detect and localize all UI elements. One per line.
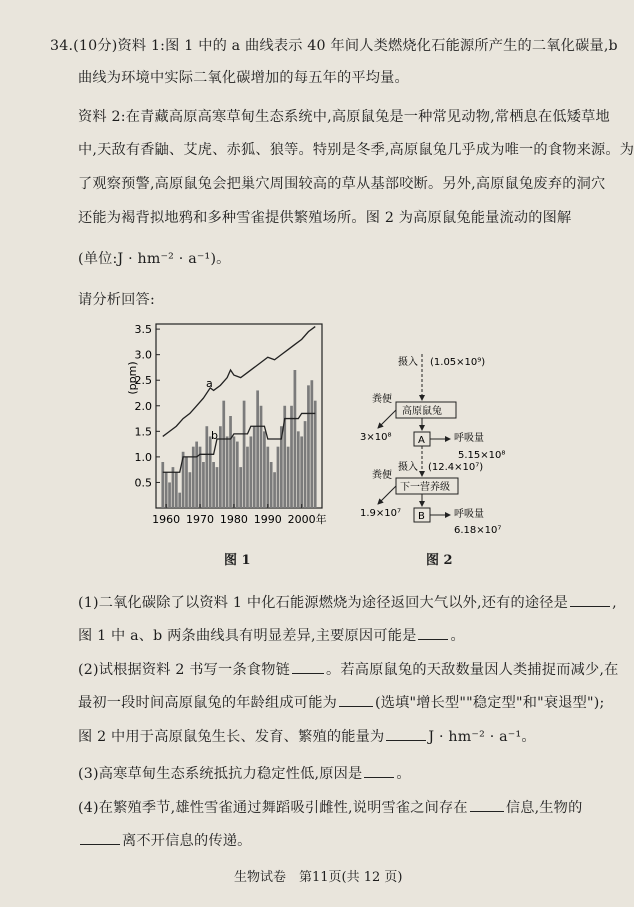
answer-blank-1[interactable] [570, 592, 610, 607]
sub-question-2b [78, 692, 604, 713]
co2-bar [233, 436, 236, 508]
y-tick-label: 2.0 [134, 399, 152, 413]
y-tick-label: 1.5 [134, 425, 152, 439]
sub-question-2a [78, 659, 618, 680]
box-b-label: B [418, 511, 425, 522]
co2-bar [178, 493, 181, 508]
co2-bar [195, 442, 198, 508]
box-a-label: A [418, 435, 425, 446]
co2-bar [277, 447, 280, 508]
co2-bar [287, 447, 290, 508]
answer-blank-4[interactable] [339, 692, 373, 707]
sub2b-text2: (选填"增长型""稳定型"和"衰退型"); [374, 695, 605, 711]
co2-bar [168, 482, 171, 508]
sub-question-4b [78, 830, 252, 851]
co2-bar [253, 426, 256, 508]
co2-bar [246, 447, 249, 508]
co2-bar [263, 431, 266, 508]
answer-blank-6[interactable] [364, 763, 394, 778]
material2-line3: 了观察预警,高原鼠兔会把巢穴周围较高的草从基部咬断。另外,高原鼠兔废弃的洞穴 [78, 176, 606, 192]
co2-bar [294, 370, 297, 508]
figure-2-diagram [350, 352, 520, 537]
co2-bar [192, 447, 195, 508]
co2-bar [199, 447, 202, 508]
sub-question-4a [78, 797, 582, 818]
y-tick-label: 0.5 [134, 476, 152, 490]
co2-bar [304, 421, 307, 508]
y-axis-label: (ppm) [126, 361, 139, 395]
answer-blank-3[interactable] [292, 659, 324, 674]
co2-bar [297, 431, 300, 508]
sub4b-text: 离不开信息的传递。 [122, 833, 252, 849]
co2-bar [266, 447, 269, 508]
y-tick-label: 3.5 [134, 323, 152, 337]
x-tick-label: 1960 [152, 513, 181, 526]
page-footer: 生物试卷 第11页(共 12 页) [234, 870, 403, 885]
sub-question-1a: (1)二氧化碳除了以资料 1 中化石能源燃烧为途径返回大气以外,还有的途径是 , [78, 592, 617, 613]
box-next-trophic-label: 下一营养级 [400, 482, 450, 493]
curve-a-label: a [206, 377, 213, 390]
feces1-label: 粪便 [372, 394, 392, 405]
co2-bar [260, 406, 263, 508]
co2-bar [202, 462, 205, 508]
answer-blank-8[interactable] [80, 830, 120, 845]
co2-bar [175, 472, 178, 508]
co2-bar [209, 436, 212, 508]
resp1-label: 呼吸量 [454, 433, 484, 444]
co2-bar [290, 406, 293, 508]
sub4a-text2: 信息,生物的 [505, 800, 583, 816]
co2-bar [229, 416, 232, 508]
co2-bar [226, 436, 229, 508]
co2-bar [243, 401, 246, 508]
sub4a-text: (4)在繁殖季节,雄性雪雀通过舞蹈吸引雌性,说明雪雀之间存在 [78, 800, 468, 816]
sub-question-1b: 图 1 中 a、b 两条曲线具有明显差异,主要原因可能是 。 [78, 625, 465, 646]
prompt-line: 请分析回答: [78, 292, 155, 308]
unit-line: (单位:J · hm⁻² · a⁻¹)。 [78, 251, 231, 267]
sub-question-2c [78, 726, 536, 747]
sub2c-text2: J · hm⁻² · a⁻¹。 [428, 729, 536, 745]
x-tick-label: 2000年 [287, 513, 327, 526]
feces2-label: 粪便 [372, 470, 392, 481]
feces2-value: 1.9×10⁷ [360, 508, 402, 519]
feces1-value: 3×10⁸ [360, 432, 392, 443]
y-tick-label: 2.5 [134, 374, 152, 388]
material2-line2: 中,天敌有香鼬、艾虎、赤狐、狼等。特别是冬季,高原鼠兔几乎成为唯一的食物来源。为 [78, 142, 634, 158]
co2-bar [314, 401, 317, 508]
x-tick-label: 1990 [253, 513, 282, 526]
co2-bar [205, 426, 208, 508]
resp1-value: 5.15×10⁸ [458, 450, 506, 461]
material1-cont: 曲线为环境中实际二氧化碳增加的每五年的平均量。 [78, 70, 409, 86]
co2-bar [172, 467, 175, 508]
co2-bar [161, 462, 164, 508]
sub1b-text: 图 1 中 a、b 两条曲线具有明显差异,主要原因可能是 [78, 628, 417, 644]
resp2-value: 6.18×10⁷ [454, 525, 502, 536]
box-plateau-pika-label: 高原鼠兔 [402, 406, 442, 417]
material2-line4: 还能为褐背拟地鸦和多种雪雀提供繁殖场所。图 2 为高原鼠兔能量流动的图解 [78, 210, 572, 226]
figure-1-chart [118, 318, 333, 533]
intake1-value: (1.05×10⁹) [430, 357, 486, 368]
y-tick-label: 3.0 [134, 348, 152, 362]
co2-bar [236, 442, 239, 508]
answer-blank-7[interactable] [470, 797, 504, 812]
answer-blank-2[interactable] [418, 625, 448, 640]
co2-bar [310, 380, 313, 508]
feces1-arrow [378, 410, 396, 428]
co2-bar [216, 467, 219, 508]
curve-b-label: b [211, 429, 218, 442]
material2-line1: 资料 2:在青藏高原高寒草甸生态系统中,高原鼠兔是一种常见动物,常栖息在低矮草地 [78, 109, 610, 125]
x-tick-label: 1970 [186, 513, 215, 526]
co2-bar [222, 401, 225, 508]
co2-bar [273, 472, 276, 508]
co2-bar [300, 436, 303, 508]
sub2a-text2: 。若高原鼠兔的天敌数量因人类捕捉而减少,在 [326, 662, 619, 678]
feces2-arrow [378, 486, 396, 504]
sub2c-text: 图 2 中用于高原鼠兔生长、发育、繁殖的能量为 [78, 729, 385, 745]
figure-2-caption: 图 2 [426, 553, 453, 568]
sub2b-text: 最初一段时间高原鼠兔的年龄组成可能为 [78, 695, 337, 711]
co2-bar [239, 467, 242, 508]
sub-question-3: (3)高寒草甸生态系统抵抗力稳定性低,原因是 。 [78, 763, 411, 784]
intake1-label: 摄入 [398, 357, 418, 368]
co2-bar [307, 385, 310, 508]
sub2a-text: (2)试根据资料 2 书写一条食物链 [78, 662, 290, 678]
co2-bar [185, 457, 188, 508]
question-header: 34.(10分)资料 1:图 1 中的 a 曲线表示 40 年间人类燃烧化石能源所产生的二氧化碳量,b [50, 38, 618, 54]
co2-bar [189, 472, 192, 508]
intake2-label: 摄入 [398, 462, 418, 473]
co2-bar [250, 436, 253, 508]
resp2-label: 呼吸量 [454, 509, 484, 520]
sub3-text: (3)高寒草甸生态系统抵抗力稳定性低,原因是 [78, 766, 363, 782]
co2-bar [165, 472, 168, 508]
figure-1-caption: 图 1 [224, 553, 251, 568]
y-tick-label: 1.0 [134, 450, 152, 464]
co2-bar [270, 462, 273, 508]
co2-bar [212, 462, 215, 508]
intake2-value: (12.4×10⁷) [428, 462, 484, 473]
x-tick-label: 1980 [219, 513, 248, 526]
answer-blank-5[interactable] [386, 726, 426, 741]
co2-bar [256, 390, 259, 508]
sub1a-text: (1)二氧化碳除了以资料 1 中化石能源燃烧为途径返回大气以外,还有的途径是 [78, 595, 569, 611]
